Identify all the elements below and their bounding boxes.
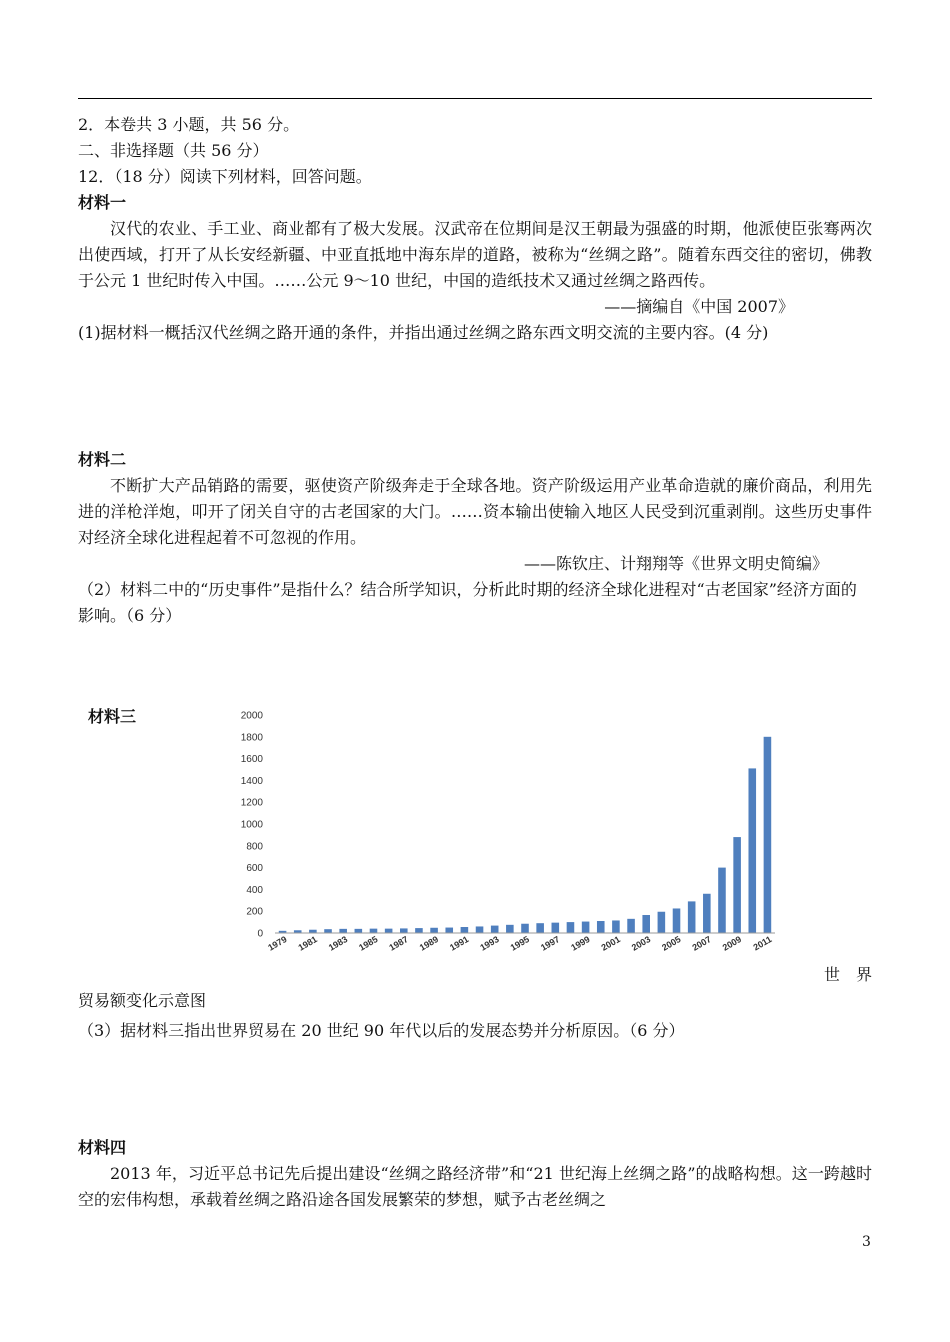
material-three-title: 材料三	[88, 707, 137, 726]
chart-caption-b: 贸易额变化示意图	[78, 991, 207, 1010]
y-tick-label: 1200	[240, 797, 263, 809]
material-two-text: 不断扩大产品销路的需要，驱使资产阶级奔走于全球各地。资产阶级运用产业革命造就的廉价商品，利用先进的洋枪洋炮，叩开了闭关自守的古老国家的大门。……资本输出使输入地区人民受到沉重剥削。这些历史事件对经济全球化进程起着不可忽视的作用。	[78, 476, 872, 547]
x-tick-label: 2007	[690, 934, 713, 953]
bar-2011	[764, 737, 772, 933]
bar-2003	[642, 915, 650, 933]
x-tick-label: 1991	[448, 934, 471, 953]
x-tick-label: 1981	[296, 934, 319, 953]
bar-1987	[400, 928, 408, 933]
header-rule	[78, 98, 872, 99]
material-two-source: ——陈钦庄、计翔翔等《世界文明史简编》	[523, 554, 828, 573]
section-heading: 二、非选择题（共 56 分）	[78, 141, 269, 160]
material-one	[78, 190, 872, 346]
x-tick-label: 1989	[417, 934, 441, 953]
material-one-title: 材料一	[78, 193, 127, 212]
bar-1982	[324, 929, 332, 933]
material-four-text: 2013 年，习近平总书记先后提出建设“丝绸之路经济带”和“21 世纪海上丝绸之路”的战略构想。这一跨越时空的宏伟构想，承载着丝绸之路沿途各国发展繁荣的梦想，赋予古老丝绸之	[78, 1164, 872, 1209]
bar-2010	[748, 768, 756, 933]
y-tick-label: 1600	[240, 754, 263, 766]
question-2: （2）材料二中的“历史事件”是指什么？结合所学知识，分析此时期的经济全球化进程对“古老国家”经济方面的影响。（6 分）	[78, 580, 857, 625]
y-tick-label: 600	[246, 863, 263, 875]
bar-2007	[703, 894, 711, 933]
bar-1997	[552, 923, 560, 933]
x-tick-label: 2009	[720, 934, 744, 953]
question-stem: 12．（18 分）阅读下列材料，回答问题。	[78, 167, 372, 186]
bar-2008	[718, 868, 726, 933]
top-lines	[78, 112, 872, 190]
x-tick-label: 1979	[266, 934, 289, 953]
x-tick-label: 2001	[599, 934, 622, 953]
x-tick-label: 2003	[629, 934, 653, 953]
bar-1995	[521, 924, 529, 933]
bar-1984	[355, 929, 363, 933]
material-two	[78, 447, 872, 629]
bar-1983	[339, 929, 347, 933]
bar-1993	[491, 926, 499, 933]
material-one-text: 汉代的农业、手工业、商业都有了极大发展。汉武帝在位期间是汉王朝最为强盛的时期，他派使臣张骞两次出使西域，打开了从长安经新疆、中亚直抵地中海东岸的道路，被称为“丝绸之路”。随着东西交往的密切，佛教于公元 1 世纪时传入中国。……公元 9～10 世纪，中国的造纸技术又通过丝绸之路西传。	[78, 219, 872, 290]
bar-1989	[430, 928, 438, 933]
question-1: (1)据材料一概括汉代丝绸之路开通的条件，并指出通过丝绸之路东西文明交流的主要内容。(4 分)	[78, 323, 769, 342]
bar-2009	[733, 837, 741, 933]
bar-1985	[370, 929, 378, 933]
instruction-line: 2．本卷共 3 小题，共 56 分。	[78, 115, 300, 134]
x-tick-label: 1995	[508, 934, 531, 953]
bar-1998	[567, 922, 575, 933]
x-axis-labels	[266, 934, 773, 953]
bar-1996	[536, 923, 544, 933]
y-tick-label: 200	[246, 906, 263, 918]
bar-2006	[688, 901, 696, 933]
bar-2004	[658, 912, 666, 933]
y-tick-label: 1000	[240, 819, 263, 831]
y-tick-label: 2000	[240, 710, 263, 722]
bar-1999	[582, 922, 590, 933]
x-tick-label: 2005	[660, 934, 683, 953]
x-tick-label: 1985	[357, 934, 380, 953]
y-tick-label: 1800	[240, 732, 263, 744]
bar-1988	[415, 928, 423, 933]
y-tick-label: 400	[246, 884, 263, 896]
bar-series	[279, 737, 771, 933]
x-tick-label: 1987	[387, 934, 410, 953]
page-number: 3	[862, 1234, 871, 1250]
y-tick-label: 0	[257, 928, 263, 940]
y-tick-label: 1400	[240, 775, 263, 787]
bar-1994	[506, 925, 514, 933]
trade-bar-chart	[225, 700, 785, 962]
material-two-title: 材料二	[78, 450, 127, 469]
x-tick-label: 2011	[751, 934, 774, 953]
bar-1992	[476, 926, 484, 933]
x-tick-label: 1993	[478, 934, 501, 953]
y-axis	[241, 711, 264, 940]
question-3: （3）据材料三指出世界贸易在 20 世纪 90 年代以后的发展态势并分析原因。（6 分）	[78, 1021, 685, 1040]
chart-caption-a: 世 界	[823, 965, 872, 984]
bar-1990	[445, 928, 453, 933]
x-tick-label: 1983	[326, 934, 350, 953]
bar-1991	[461, 927, 469, 933]
y-tick-label: 800	[246, 841, 263, 853]
x-tick-label: 1999	[569, 934, 592, 953]
material-four	[78, 1135, 872, 1213]
bar-2002	[627, 919, 635, 933]
material-four-title: 材料四	[78, 1138, 127, 1157]
bar-2005	[673, 908, 681, 933]
bar-1986	[385, 929, 393, 933]
bar-2000	[597, 921, 605, 933]
x-tick-label: 1997	[538, 934, 562, 953]
material-one-source: ——摘编自《中国 2007》	[604, 297, 794, 316]
bar-2001	[612, 920, 620, 933]
